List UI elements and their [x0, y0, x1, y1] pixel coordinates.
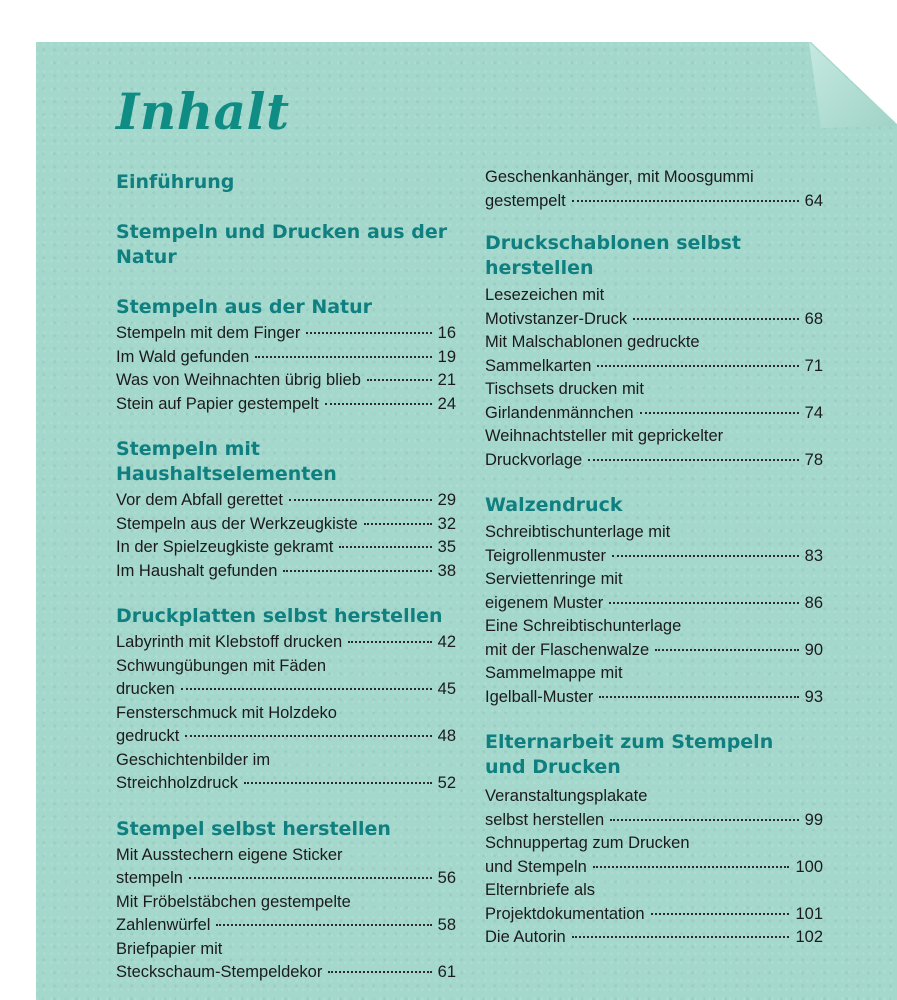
toc-entry[interactable]: [485, 832, 823, 879]
toc-entry-title-line1: Schnuppertag zum Drucken: [485, 834, 690, 852]
leader-dots: [328, 970, 431, 973]
toc-section-heading[interactable]: Stempel selbst herstellen: [116, 817, 391, 840]
toc-entry[interactable]: [485, 785, 823, 832]
toc-entry[interactable]: [485, 331, 823, 378]
toc-entry[interactable]: [116, 513, 456, 537]
toc-page-number: 38: [437, 561, 456, 580]
leader-dots: [216, 923, 431, 926]
toc-entry-title: Sammelkarten: [485, 356, 592, 375]
leader-dots: [588, 458, 798, 461]
leader-dots: [610, 818, 798, 821]
toc-page-number: 90: [804, 640, 823, 659]
toc-page-number: 21: [437, 371, 456, 389]
toc-page-number: 16: [437, 324, 456, 342]
toc-entry[interactable]: [485, 378, 823, 425]
toc-entry[interactable]: [116, 322, 456, 346]
toc-entry-title-line1: Eine Schreibtischunterlage: [485, 617, 682, 635]
leader-dots: [255, 355, 431, 358]
toc-entry[interactable]: [485, 425, 823, 472]
toc-entry-title: Im Haushalt gefunden: [116, 561, 278, 580]
toc-page-number: 42: [437, 633, 456, 651]
toc-entry-title-line1: Schwungübungen mit Fäden: [116, 656, 327, 675]
leader-dots: [367, 378, 432, 381]
toc-entry[interactable]: [116, 631, 456, 655]
toc-page-number: 19: [437, 347, 456, 366]
toc-entry[interactable]: [116, 938, 456, 985]
toc-left-column: [116, 170, 456, 985]
toc-entry-title-line1: Fensterschmuck mit Holzdeko: [116, 703, 337, 722]
toc-entry-title: Girlandenmännchen: [485, 403, 634, 422]
toc-page-number: 83: [804, 546, 823, 565]
toc-entry-title: Stempeln aus der Werkzeugkiste: [116, 514, 358, 533]
toc-page-number: 93: [804, 687, 823, 706]
toc-page-number: 24: [437, 394, 456, 413]
toc-page-number: 61: [437, 963, 456, 981]
toc-section-heading[interactable]: Walzendruck: [485, 494, 623, 516]
toc-entry-title-line1: Briefpapier mit: [116, 939, 223, 958]
toc-page-number: 56: [437, 869, 456, 887]
toc-page-number: 100: [795, 857, 823, 876]
leader-dots: [572, 935, 790, 938]
toc-entry-title-line1: Geschichtenbilder im: [116, 750, 271, 769]
toc-entry-title: Projektdokumentation: [485, 904, 645, 923]
toc-entry-title-line1: Mit Ausstechern eigene Sticker: [116, 845, 343, 864]
toc-entry[interactable]: [116, 891, 456, 938]
toc-entry-title: Steckschaum-Stempeldekor: [116, 963, 323, 981]
toc-entry-title: stempeln: [116, 869, 183, 887]
toc-entry-title: drucken: [116, 680, 175, 698]
toc-entry-title: Labyrinth mit Klebstoff drucken: [116, 633, 343, 651]
toc-section-heading-line2: und Drucken: [485, 756, 621, 778]
toc-entry[interactable]: [116, 489, 456, 513]
toc-section-heading[interactable]: Druckplatten selbst herstellen: [116, 605, 443, 627]
leader-dots: [597, 364, 798, 367]
leader-dots: [339, 545, 431, 548]
toc-heading-nature-print[interactable]: Stempeln und Drucken aus der Natur: [116, 221, 448, 268]
page-title: Inhalt: [116, 82, 290, 141]
toc-page-number: 52: [437, 774, 456, 792]
leader-dots: [364, 522, 432, 525]
toc-entry-title-line1: Lesezeichen mit: [485, 286, 605, 304]
toc-entry-title: Im Wald gefunden: [116, 347, 250, 366]
toc-entry-title: Igelball-Muster: [485, 687, 594, 706]
toc-section-heading[interactable]: [485, 730, 823, 780]
leader-dots: [612, 554, 799, 557]
toc-entry-title-line1: Weihnachtsteller mit geprickelter: [485, 427, 724, 445]
toc-page-number: 29: [437, 491, 456, 509]
toc-entry[interactable]: [485, 615, 823, 662]
toc-entry[interactable]: [485, 521, 823, 568]
toc-entry-title: Streichholzdruck: [116, 774, 238, 792]
toc-page-number: 86: [804, 593, 823, 612]
toc-entry-title-line1: Serviettenringe mit: [485, 570, 623, 588]
toc-entry-title: Stein auf Papier gestempelt: [116, 394, 319, 413]
leader-dots: [325, 402, 432, 405]
toc-entry-title: In der Spielzeugkiste gekramt: [116, 538, 334, 556]
toc-entry-title-line1: Tischsets drucken mit: [485, 380, 644, 398]
leader-dots: [655, 648, 798, 651]
toc-entry[interactable]: [116, 369, 456, 393]
toc-entry-title: selbst herstellen: [485, 810, 605, 829]
leader-dots: [599, 695, 798, 698]
toc-entry[interactable]: [116, 560, 456, 584]
toc-entry[interactable]: [116, 346, 456, 370]
leader-dots: [640, 411, 799, 414]
toc-entry-title-line1: Schreibtischunterlage mit: [485, 523, 671, 541]
toc-entry-title-line1: Veranstaltungsplakate: [485, 787, 648, 805]
leader-dots: [189, 876, 432, 879]
toc-entry-title-line1: Mit Malschablonen gedruckte: [485, 333, 700, 351]
toc-right-column: [485, 166, 823, 950]
toc-entry[interactable]: [116, 702, 456, 749]
toc-page-number: 32: [437, 514, 456, 533]
toc-entry-title-line1: Sammelmappe mit: [485, 664, 623, 682]
leader-dots: [593, 865, 790, 868]
toc-page-number: 35: [437, 538, 456, 556]
toc-entry[interactable]: [485, 662, 823, 709]
leader-dots: [609, 601, 798, 604]
toc-entry[interactable]: [116, 844, 456, 891]
toc-entry-title: Motivstanzer-Druck: [485, 309, 628, 328]
folded-corner: [809, 42, 897, 128]
toc-entry-title: Stempeln mit dem Finger: [116, 324, 301, 342]
leader-dots: [633, 317, 799, 320]
toc-page-number: 102: [795, 928, 823, 946]
toc-entry-title: gestempelt: [485, 191, 566, 210]
toc-page-number: 48: [437, 727, 456, 745]
toc-entry-title: mit der Flaschenwalze: [485, 640, 650, 659]
toc-entry-title: Zahlenwürfel: [116, 916, 211, 934]
leader-dots: [651, 912, 790, 915]
toc-entry-title: eigenem Muster: [485, 593, 604, 612]
leader-dots: [306, 331, 431, 334]
toc-section-heading[interactable]: Druckschablonen selbst herstellen: [485, 232, 741, 279]
toc-section-heading-line1: Elternarbeit zum Stempeln: [485, 731, 774, 753]
toc-entry[interactable]: [116, 749, 456, 796]
leader-dots: [244, 781, 432, 784]
toc-section-heading[interactable]: Stempeln mit Haushaltselementen: [116, 438, 337, 485]
toc-page-number: 64: [804, 191, 823, 210]
toc-entry[interactable]: [116, 536, 456, 560]
leader-dots: [348, 640, 431, 643]
toc-entry[interactable]: [485, 568, 823, 615]
toc-entry[interactable]: [116, 655, 456, 702]
toc-page-number: 45: [437, 680, 456, 698]
toc-entry-title-line1: Geschenkanhänger, mit Moosgummi: [485, 168, 754, 186]
leader-dots: [185, 734, 431, 737]
toc-page-number: 78: [804, 450, 823, 469]
toc-entry[interactable]: [485, 879, 823, 926]
toc-page-number: 99: [804, 810, 823, 829]
toc-entry[interactable]: [485, 284, 823, 331]
toc-page-number: 74: [804, 403, 823, 422]
leader-dots: [289, 498, 432, 501]
leader-dots: [283, 569, 431, 572]
toc-page-number: 71: [804, 356, 823, 375]
toc-page-number: 68: [804, 309, 823, 328]
toc-page-number: 101: [795, 904, 823, 923]
toc-heading-intro[interactable]: Einführung: [116, 171, 235, 193]
toc-entry-title: Die Autorin: [485, 928, 566, 946]
toc-entry-title: Was von Weihnachten übrig blieb: [116, 371, 361, 389]
leader-dots: [181, 687, 432, 690]
toc-entry-title-line1: Mit Fröbelstäbchen gestempelte: [116, 892, 351, 911]
toc-entry[interactable]: [116, 393, 456, 417]
toc-entry-title: gedruckt: [116, 727, 180, 745]
toc-entry-title: Teigrollenmuster: [485, 546, 607, 565]
toc-entry-title-line1: Elternbriefe als: [485, 881, 596, 899]
toc-entry-title: und Stempeln: [485, 857, 587, 876]
toc-entry[interactable]: [485, 166, 823, 213]
toc-page-number: 58: [437, 916, 456, 934]
toc-entry-title: Vor dem Abfall gerettet: [116, 491, 283, 509]
toc-entry-title: Druckvorlage: [485, 450, 583, 469]
leader-dots: [572, 199, 799, 202]
toc-section-heading[interactable]: Stempeln aus der Natur: [116, 296, 373, 318]
toc-entry[interactable]: [485, 926, 823, 950]
